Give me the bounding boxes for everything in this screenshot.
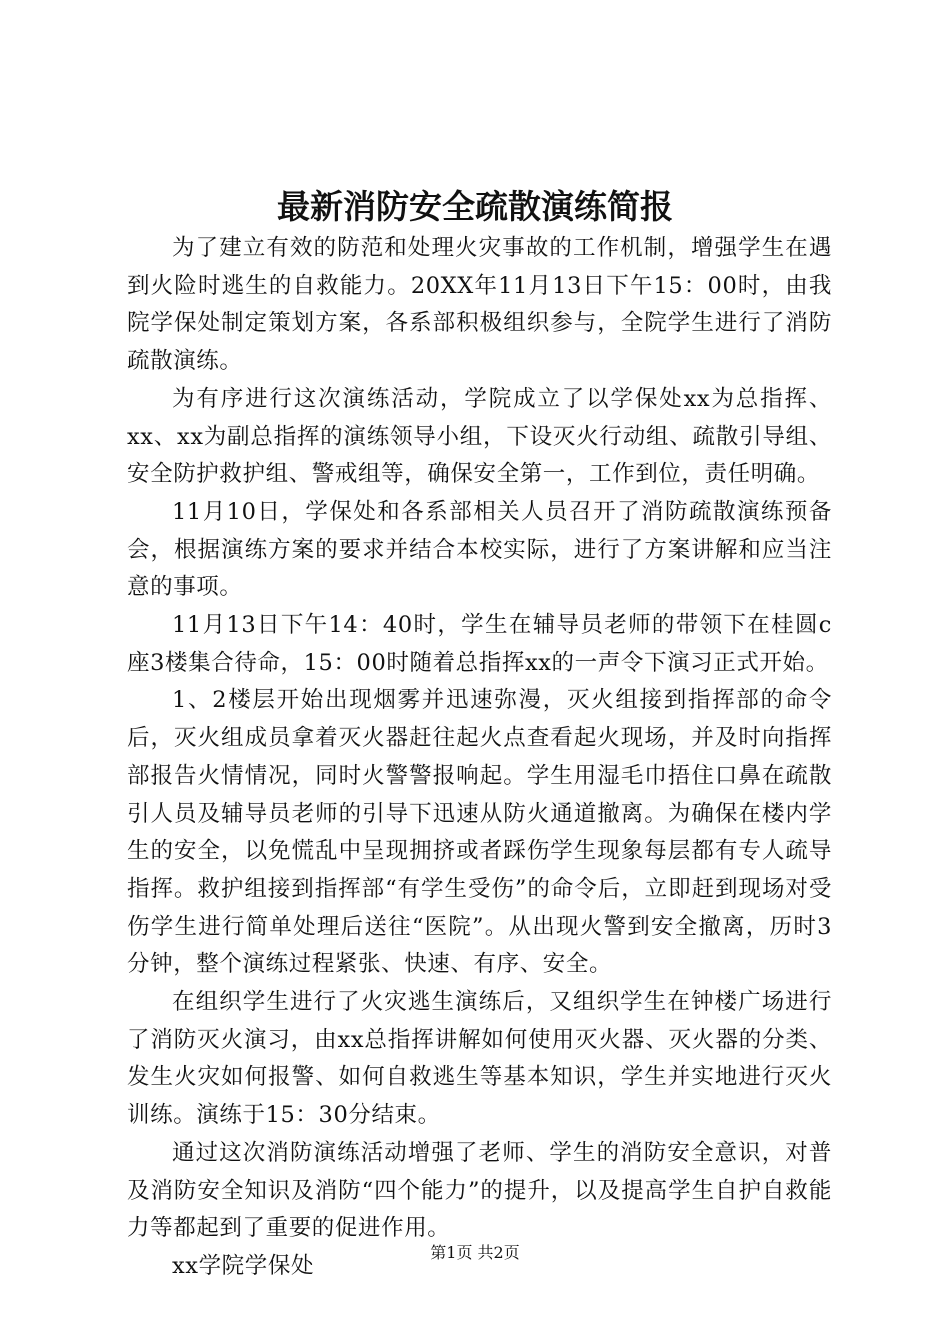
document-title: 最新消防安全疏散演练简报 (277, 187, 673, 226)
paragraph-conclusion: 通过这次消防演练活动增强了老师、学生的消防安全意识，对普及消防安全知识及消防“四个能力”的提升，以及提高学生自护自救能力等都起到了重要的促进作用。 (127, 1139, 832, 1242)
document-body (127, 230, 832, 1286)
page-number-footer: 第1页 共2页 (430, 1243, 520, 1262)
paragraph-firefighting: 在组织学生进行了火灾逃生演练后，又组织学生在钟楼广场进行了消防灭火演习，由xx总指挥讲解如何使用灭火器、灭火器的分类、发生火灾如何报警、如何自救逃生等基本知识，学生并实地进行灭火训练。演练于15：30分结束。 (127, 989, 832, 1129)
paragraph-evacuation: 1、2楼层开始出现烟雾并迅速弥漫，灭火组接到指挥部的命令后，灭火组成员拿着灭火器赶往起火点查看起火现场，并及时向指挥部报告火情情况，同时火警警报响起。学生用湿毛巾捂住口鼻在疏散引人员及辅导员老师的引导下迅速从防火通道撤离。为确保在楼内学生的安全，以免慌乱中呈现拥挤或者踩伤学生现象每层都有专人疏导指挥。救护组接到指挥部“有学生受伤”的命令后，立即赶到现场对受伤学生进行简单处理后送往“医院”。从出现火警到安全撤离，历时3分钟，整个演练过程紧张、快速、有序、安全。 (127, 687, 832, 978)
paragraph-organization: 为有序进行这次演练活动，学院成立了以学保处xx为总指挥、xx、xx为副总指挥的演练领导小组，下设灭火行动组、疏散引导组、安全防护救护组、警戒组等，确保安全第一，工作到位，责任明确。 (127, 385, 832, 488)
paragraph-intro: 为了建立有效的防范和处理火灾事故的工作机制，增强学生在遇到火险时逃生的自救能力。20XX年11月13日下午15：00时，由我院学保处制定策划方案，各系部积极组织参与，全院学生进行了消防疏散演练。 (127, 235, 832, 375)
paragraph-start: 11月13日下午14：40时，学生在辅导员老师的带领下在桂圆c座3楼集合待命，15：00时随着总指挥xx的一声令下演习正式开始。 (127, 612, 832, 676)
signature: xx学院学保处 (172, 1252, 315, 1279)
paragraph-preparation: 11月10日，学保处和各系部相关人员召开了消防疏散演练预备会，根据演练方案的要求并结合本校实际，进行了方案讲解和应当注意的事项。 (127, 498, 832, 601)
